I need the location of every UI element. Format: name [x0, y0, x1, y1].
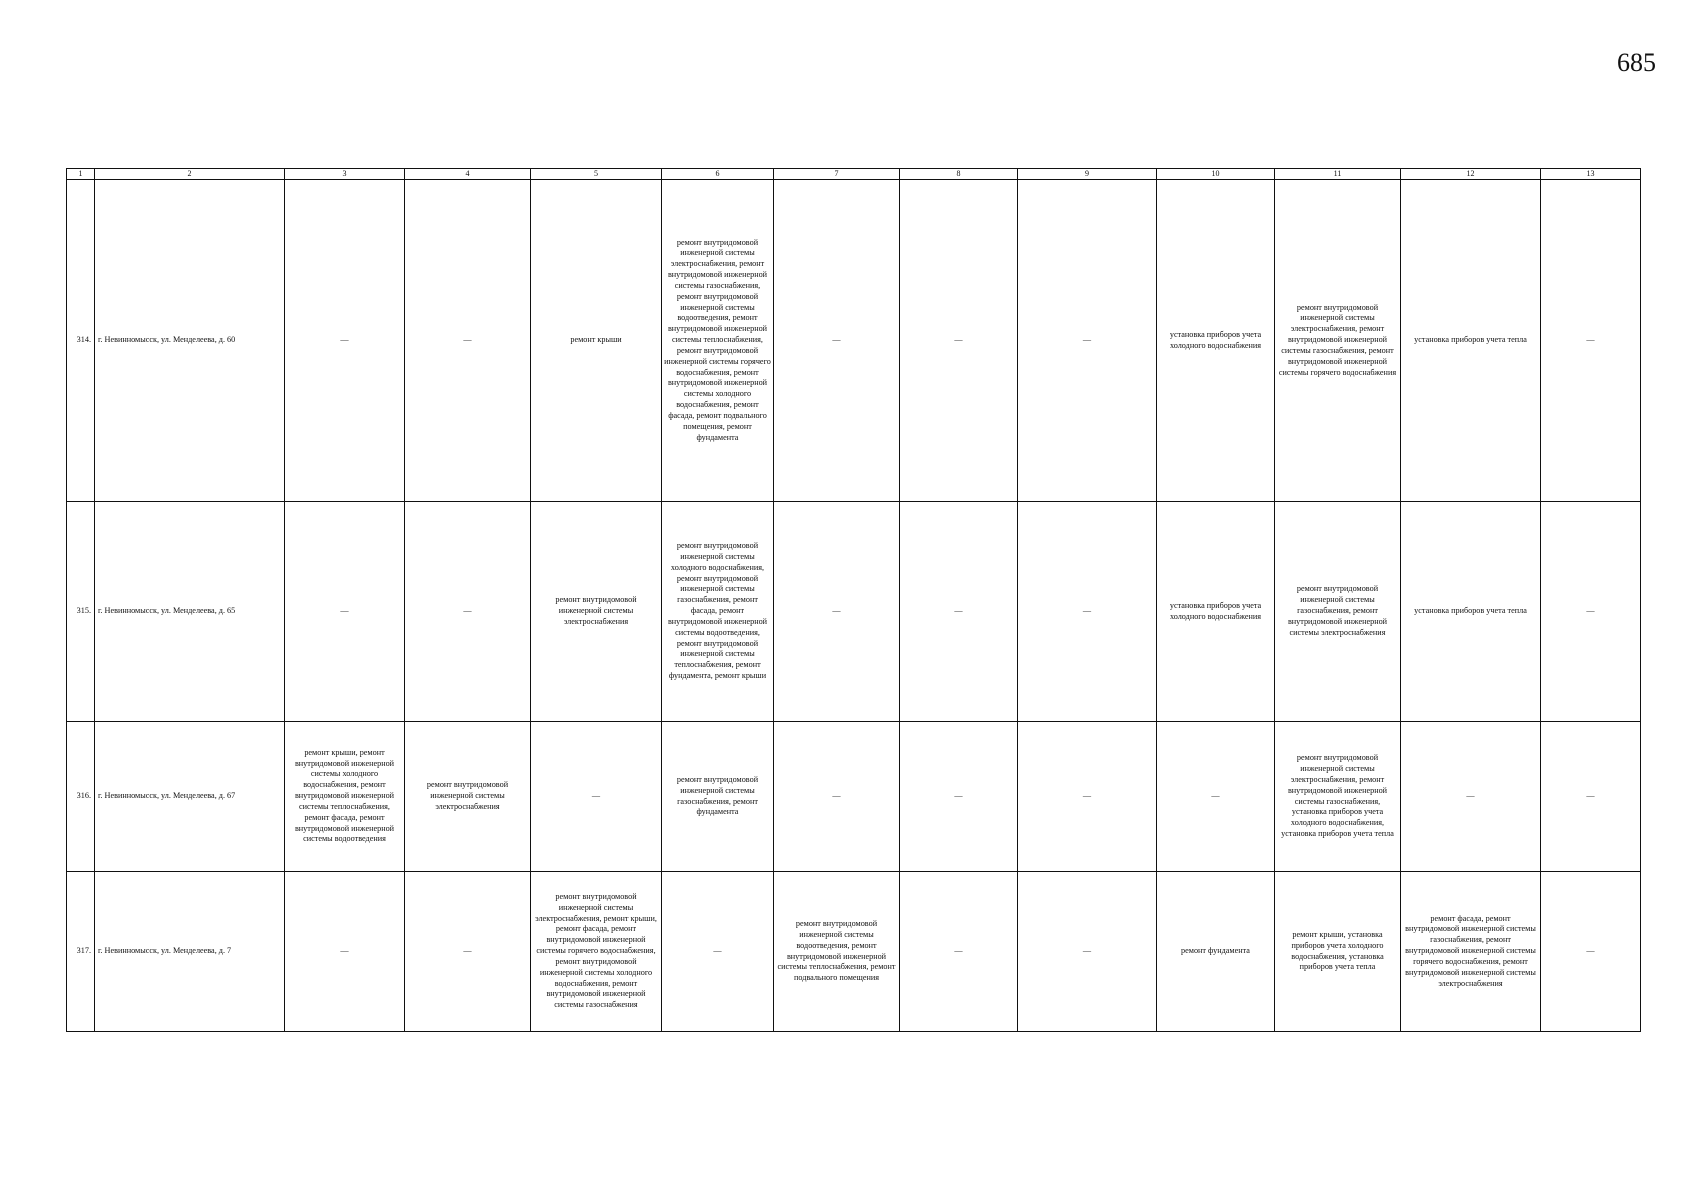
- row-number: 314.: [67, 180, 95, 502]
- cell-col6: ремонт внутридомовой инженерной системы газоснабжения, ремонт фундамента: [662, 722, 774, 872]
- cell-col4: —: [405, 872, 531, 1032]
- cell-col7: —: [774, 180, 900, 502]
- page-number: 685: [1617, 48, 1656, 77]
- cell-col5: ремонт крыши: [531, 180, 662, 502]
- cell-col12: ремонт фасада, ремонт внутридомовой инженерной системы газоснабжения, ремонт внутридомовой инженерной системы горячего водоснабжения, ремонт внутридомовой инженерной системы электроснабжения: [1401, 872, 1541, 1032]
- col-header: 11: [1275, 169, 1401, 180]
- col-header: 3: [285, 169, 405, 180]
- cell-col9: —: [1018, 180, 1157, 502]
- cell-col13: —: [1541, 502, 1641, 722]
- row-number: 315.: [67, 502, 95, 722]
- cell-col7: —: [774, 722, 900, 872]
- cell-col10: установка приборов учета холодного водоснабжения: [1157, 502, 1275, 722]
- table-row: [67, 180, 1641, 502]
- table-row: [67, 872, 1641, 1032]
- cell-col11: ремонт крыши, установка приборов учета холодного водоснабжения, установка приборов учета тепла: [1275, 872, 1401, 1032]
- cell-col9: —: [1018, 502, 1157, 722]
- cell-col12: установка приборов учета тепла: [1401, 502, 1541, 722]
- cell-col5: —: [531, 722, 662, 872]
- cell-col11: ремонт внутридомовой инженерной системы электроснабжения, ремонт внутридомовой инженерной системы газоснабжения, ремонт внутридомовой инженерной системы горячего водоснабжения: [1275, 180, 1401, 502]
- cell-col7: ремонт внутридомовой инженерной системы водоотведения, ремонт внутридомовой инженерной системы теплоснабжения, ремонт подвального помещения: [774, 872, 900, 1032]
- row-number: 316.: [67, 722, 95, 872]
- col-header: 12: [1401, 169, 1541, 180]
- cell-col13: —: [1541, 872, 1641, 1032]
- col-header: 2: [95, 169, 285, 180]
- cell-col4: —: [405, 502, 531, 722]
- cell-col11: ремонт внутридомовой инженерной системы электроснабжения, ремонт внутридомовой инженерной системы газоснабжения, установка приборов учета холодного водоснабжения, установка приборов учета тепла: [1275, 722, 1401, 872]
- cell-col5: ремонт внутридомовой инженерной системы электроснабжения, ремонт крыши, ремонт фасада, ремонт внутридомовой инженерной системы горячего водоснабжения, ремонт внутридомовой инженерной системы холодного водоснабжения, ремонт внутридомовой инженерной системы газоснабжения: [531, 872, 662, 1032]
- address-cell: г. Невинномысск, ул. Менделеева, д. 67: [95, 722, 285, 872]
- column-number-header: [67, 169, 1641, 180]
- cell-col10: —: [1157, 722, 1275, 872]
- col-header: 7: [774, 169, 900, 180]
- col-header: 6: [662, 169, 774, 180]
- cell-col8: —: [900, 722, 1018, 872]
- cell-col4: —: [405, 180, 531, 502]
- col-header: 13: [1541, 169, 1641, 180]
- cell-col8: —: [900, 872, 1018, 1032]
- cell-col10: установка приборов учета холодного водоснабжения: [1157, 180, 1275, 502]
- cell-col6: ремонт внутридомовой инженерной системы электроснабжения, ремонт внутридомовой инженерной системы газоснабжения, ремонт внутридомовой инженерной системы водоотведения, ремонт внутридомовой инженерной системы теплоснабжения, ремонт внутридомовой инженерной системы горячего водоснабжения, ремонт внутридомовой инженерной системы холодного водоснабжения, ремонт фасада, ремонт подвального помещения, ремонт фундамента: [662, 180, 774, 502]
- address-cell: г. Невинномысск, ул. Менделеева, д. 7: [95, 872, 285, 1032]
- cell-col9: —: [1018, 722, 1157, 872]
- cell-col3: —: [285, 872, 405, 1032]
- table-row: [67, 502, 1641, 722]
- repair-schedule-table: [66, 168, 1641, 1032]
- cell-col10: ремонт фундамента: [1157, 872, 1275, 1032]
- col-header: 10: [1157, 169, 1275, 180]
- cell-col12: установка приборов учета тепла: [1401, 180, 1541, 502]
- cell-col13: —: [1541, 722, 1641, 872]
- col-header: 9: [1018, 169, 1157, 180]
- cell-col3: —: [285, 502, 405, 722]
- address-cell: г. Невинномысск, ул. Менделеева, д. 65: [95, 502, 285, 722]
- cell-col3: —: [285, 180, 405, 502]
- cell-col13: —: [1541, 180, 1641, 502]
- cell-col6: ремонт внутридомовой инженерной системы холодного водоснабжения, ремонт внутридомовой инженерной системы газоснабжения, ремонт фасада, ремонт внутридомовой инженерной системы водоотведения, ремонт внутридомовой инженерной системы теплоснабжения, ремонт фундамента, ремонт крыши: [662, 502, 774, 722]
- cell-col3: ремонт крыши, ремонт внутридомовой инженерной системы холодного водоснабжения, ремонт внутридомовой инженерной системы теплоснабжения, ремонт фасада, ремонт внутридомовой инженерной системы водоотведения: [285, 722, 405, 872]
- table-row: [67, 722, 1641, 872]
- col-header: 5: [531, 169, 662, 180]
- cell-col11: ремонт внутридомовой инженерной системы газоснабжения, ремонт внутридомовой инженерной системы электроснабжения: [1275, 502, 1401, 722]
- cell-col4: ремонт внутридомовой инженерной системы электроснабжения: [405, 722, 531, 872]
- cell-col9: —: [1018, 872, 1157, 1032]
- cell-col8: —: [900, 502, 1018, 722]
- address-cell: г. Невинномысск, ул. Менделеева, д. 60: [95, 180, 285, 502]
- cell-col5: ремонт внутридомовой инженерной системы электроснабжения: [531, 502, 662, 722]
- col-header: 4: [405, 169, 531, 180]
- col-header: 1: [67, 169, 95, 180]
- cell-col6: —: [662, 872, 774, 1032]
- cell-col8: —: [900, 180, 1018, 502]
- cell-col12: —: [1401, 722, 1541, 872]
- row-number: 317.: [67, 872, 95, 1032]
- col-header: 8: [900, 169, 1018, 180]
- cell-col7: —: [774, 502, 900, 722]
